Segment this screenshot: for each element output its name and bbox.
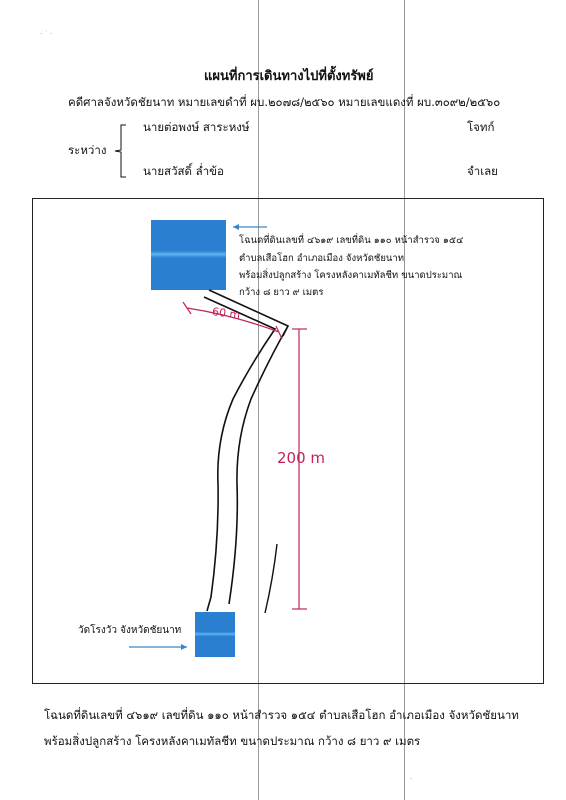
footer-building-line: พร้อมสิ่งปลูกสร้าง โครงหลังคาเมทัลชีท ขนาดประมาณ กว้าง ๘ ยาว ๙ เมตร (44, 734, 421, 748)
defendant-role: จำเลย (467, 164, 498, 178)
deed-note-line: กว้าง ๘ ยาว ๙ เมตร (239, 287, 324, 298)
road-edge-right-connector (283, 326, 288, 336)
plaintiff-name: นายต่อพงษ์ สาระหงษ์ (143, 120, 250, 134)
deed-note-line: พร้อมสิ่งปลูกสร้าง โครงหลังคาเมทัลชีท ขนาดประมาณ (239, 270, 463, 281)
defendant-name: นายสวัสดิ์ ล่ำข้อ (143, 164, 224, 178)
road-edge-right (209, 290, 288, 604)
map-frame (32, 198, 544, 684)
arrow-head (181, 644, 187, 650)
scan-speck: · ˙ · (40, 30, 53, 38)
party-bracket (112, 124, 128, 178)
handwritten-60m: 60 m (211, 305, 241, 322)
deed-note-line: โฉนดที่ดินเลขที่ ๔๖๑๙ เลขที่ดิน ๑๑๐ หน้าสำรวจ ๑๕๔ (239, 235, 464, 246)
road-edge-right-lower (265, 544, 277, 613)
deed-note-line: ตำบลเสือโฮก อำเภอเมือง จังหวัดชัยนาท (239, 253, 404, 264)
case-number-line: คดีศาลจังหวัดชัยนาท หมายเลขดำที่ ผบ.๒๐๗๘/๒๕๖๐ หมายเลขแดงที่ ผบ.๓๐๙๒/๒๕๖๐ (68, 95, 501, 109)
arrow-head (233, 224, 239, 230)
between-label: ระหว่าง (68, 143, 107, 157)
dimension-tick (276, 326, 282, 339)
temple-label: วัดโรงวัว จังหวัดชัยนาท (78, 625, 182, 636)
road-edge-left (204, 297, 275, 611)
scan-speck: · (410, 775, 413, 783)
handwritten-200m: 200 m (277, 449, 326, 467)
plaintiff-role: โจทก์ (467, 120, 495, 134)
footer-deed-line: โฉนดที่ดินเลขที่ ๔๖๑๙ เลขที่ดิน ๑๑๐ หน้าสำรวจ ๑๕๔ ตำบลเสือโฮก อำเภอเมือง จังหวัดชัยนาท (44, 708, 519, 722)
document-title: แผนที่การเดินทางไปที่ตั้งทรัพย์ (204, 69, 374, 84)
